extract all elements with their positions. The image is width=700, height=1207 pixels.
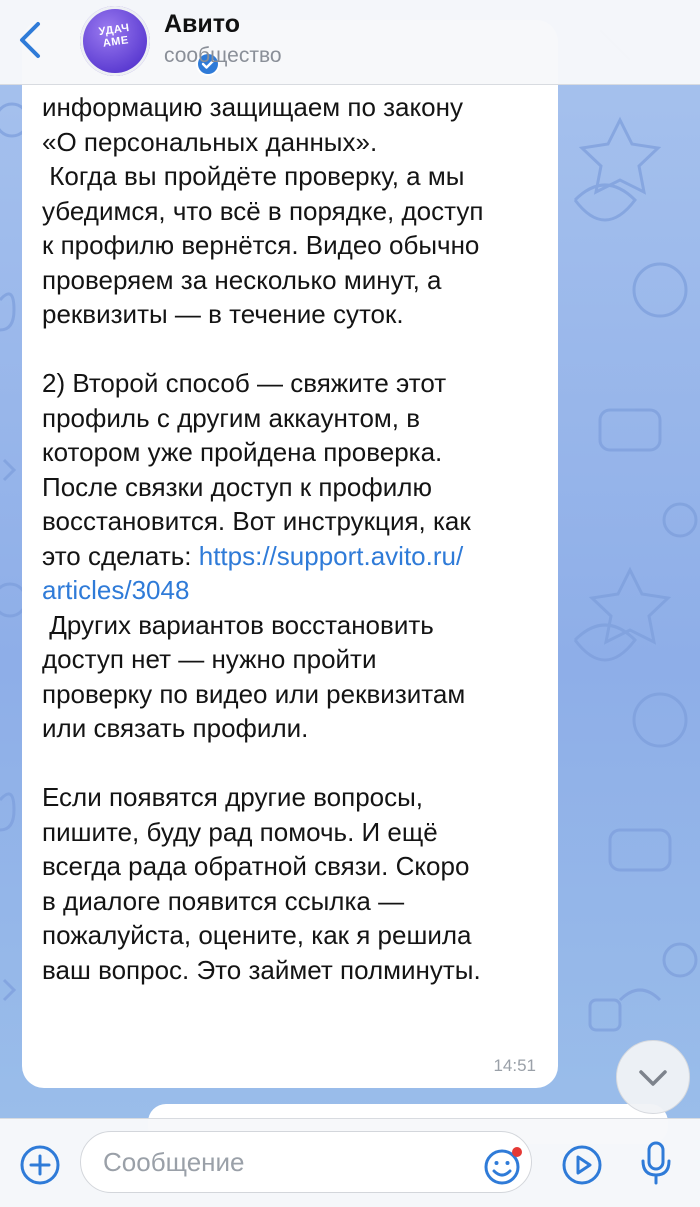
chat-header: [0, 0, 700, 85]
msg-line: «О персональных данных».: [42, 126, 378, 157]
msg-line: котором уже пройдена проверка.: [42, 437, 443, 467]
notification-dot: [512, 1147, 522, 1157]
avatar[interactable]: [80, 6, 150, 76]
back-button[interactable]: [14, 18, 48, 62]
support-link[interactable]: https://support.avito.ru/: [198, 540, 464, 571]
msg-line: или связать профили.: [42, 713, 309, 743]
msg-line: Если появятся другие вопросы,: [42, 782, 424, 812]
message-input-placeholder: Сообщение: [103, 1147, 245, 1177]
msg-line: в диалоге появится ссылка —: [42, 885, 405, 916]
message-input[interactable]: [80, 1131, 532, 1193]
chat-title[interactable]: Авито: [164, 10, 240, 38]
msg-line: Других вариантов восстановить: [42, 609, 434, 640]
msg-line: реквизиты — в течение суток.: [42, 299, 404, 329]
chevron-left-icon: [14, 18, 48, 62]
chat-subtitle: сообщество: [164, 44, 282, 67]
msg-line: к профилю вернётся. Видео обычно: [42, 230, 480, 260]
msg-line: информацию защищаем по закону: [42, 92, 464, 122]
support-link-continued[interactable]: articles/3048: [42, 575, 190, 605]
msg-line: После связки доступ к профилю: [42, 471, 432, 502]
play-circle-icon: [560, 1143, 604, 1187]
video-message-button[interactable]: [560, 1143, 604, 1187]
sticker-button[interactable]: [482, 1143, 526, 1187]
msg-line: всегда рада обратной связи. Скоро: [42, 851, 470, 881]
message-time: 14:51: [493, 1056, 536, 1075]
msg-line: проверку по видео или реквизитам: [42, 678, 466, 709]
composer-bar: [0, 1118, 700, 1207]
emoji-icon: [482, 1143, 526, 1187]
message-text: [42, 90, 552, 987]
microphone-icon: [634, 1137, 678, 1189]
avatar-label: УДАЧ АМЕ: [97, 21, 131, 50]
msg-line: проверяем за несколько минут, а: [42, 264, 442, 295]
msg-line: восстановится. Вот инструкция, как: [42, 506, 471, 536]
scroll-down-button[interactable]: [616, 1040, 690, 1114]
attach-button[interactable]: [18, 1143, 62, 1187]
plus-circle-icon: [18, 1143, 62, 1187]
msg-line: это сделать:: [42, 540, 199, 571]
chevron-down-icon: [617, 1041, 689, 1113]
msg-line: пожалуйста, оцените, как я решила: [42, 920, 472, 950]
msg-line: Когда вы пройдёте проверку, а мы: [42, 161, 465, 191]
msg-line: профиль с другим аккаунтом, в: [42, 402, 421, 433]
msg-line: 2) Второй способ — свяжите этот: [42, 368, 447, 398]
msg-line: ваш вопрос. Это займет полминуты.: [42, 954, 481, 985]
msg-line: убедимся, что всё в порядке, доступ: [42, 195, 484, 226]
msg-line: пишите, буду рад помочь. И ещё: [42, 816, 438, 847]
voice-message-button[interactable]: [634, 1137, 678, 1189]
msg-line: доступ нет — нужно пройти: [42, 644, 377, 674]
message-bubble: [22, 20, 558, 1088]
